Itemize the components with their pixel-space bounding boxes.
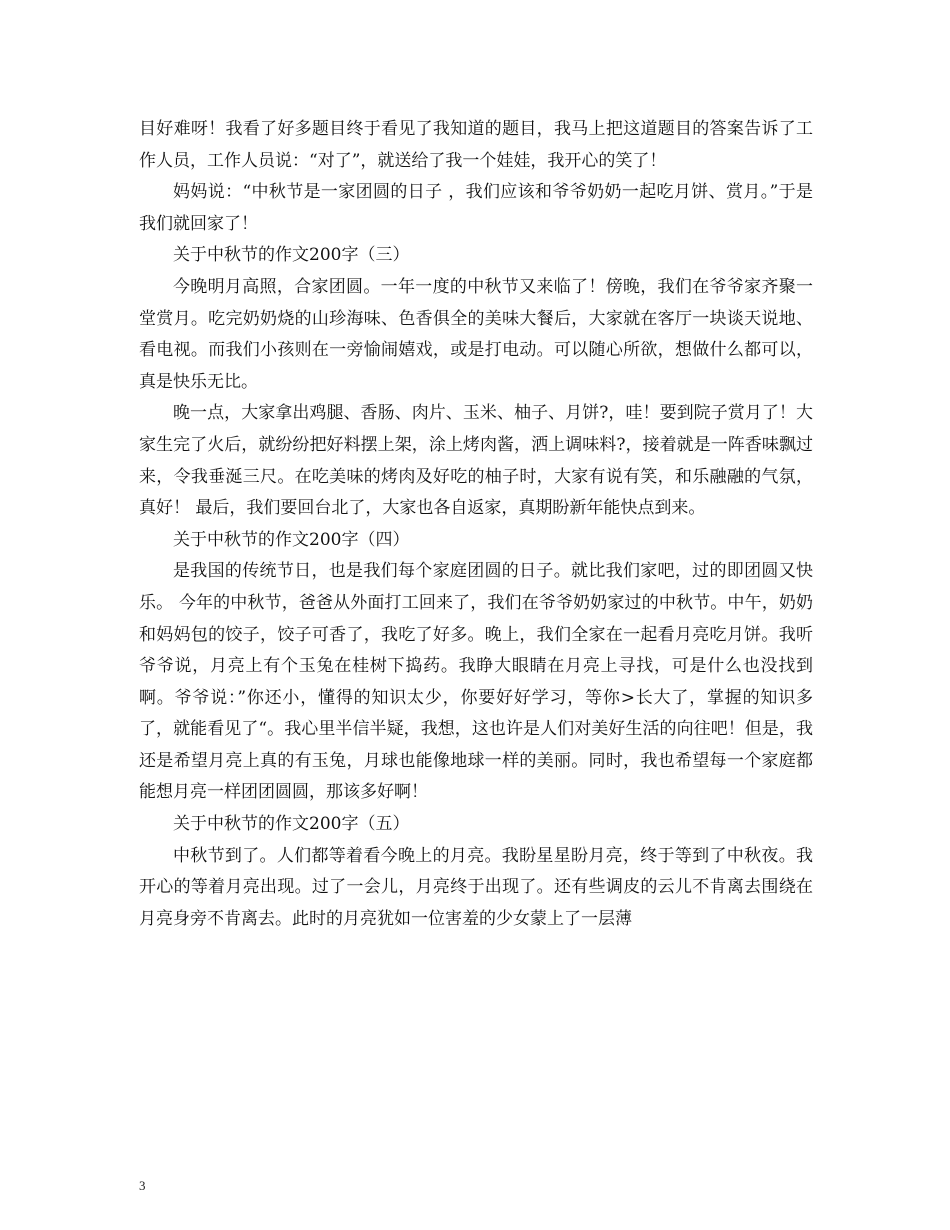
section-heading: 关于中秋节的作文200字（四） bbox=[173, 529, 410, 550]
paragraph: 目好难呀！我看了好多题目终于看见了我知道的题目，我马上把这道题目的答案告诉了工作人员，工作人员说：“对了”，就送给了我一个娃娃，我开心的笑了！ bbox=[139, 119, 813, 171]
paragraph: 是我国的传统节日，也是我们每个家庭团圆的日子。就比我们家吧，过的即团圆又快乐。 今年的中秋节，爸爸从外面打工回来了，我们在爷爷奶奶家过的中秋节。中午，奶奶和妈妈包的饺子，饺子可香了，我吃了好多。晚上，我们全家在一起看月亮吃月饼。我听爷爷说，月亮上有个玉兔在桂树下捣药。我睁大眼睛在月亮上寻找，可是什么也没找到啊。爷爷说：”你还小，懂得的知识太少，你要好好学习，等你>长大了，掌握的知识多了，就能看见了“。我心里半信半疑，我想，这也许是人们对美好生活的向往吧！但是，我还是希望月亮上真的有玉兔，月球也能像地球一样的美丽。同时，我也希望每一个家庭都能想月亮一样团团圆圆，那该多好啊！ bbox=[139, 561, 813, 803]
paragraph: 中秋节到了。人们都等着看今晚上的月亮。我盼星星盼月亮，终于等到了中秋夜。我开心的等着月亮出现。过了一会儿，月亮终于出现了。还有些调皮的云儿不肯离去围绕在月亮身旁不肯离去。此时的月亮犹如一位害羞的少女蒙上了一层薄 bbox=[139, 845, 813, 929]
page-number: 3 bbox=[139, 1178, 146, 1193]
paragraph: 今晚明月高照，合家团圆。一年一度的中秋节又来临了！傍晚，我们在爷爷家齐聚一堂赏月。吃完奶奶烧的山珍海味、色香俱全的美味大餐后，大家就在客厅一块谈天说地、看电视。而我们小孩则在一旁愉闹嬉戏，或是打电动。可以随心所欲，想做什么都可以，真是快乐无比。 bbox=[139, 276, 813, 392]
section-heading: 关于中秋节的作文200字（三） bbox=[173, 245, 410, 266]
paragraph: 晚一点，大家拿出鸡腿、香肠、肉片、玉米、柚子、月饼?，哇！要到院子赏月了！大家生完了火后，就纷纷把好料摆上架，涂上烤肉酱，洒上调味料?，接着就是一阵香味飘过来，令我垂涎三尺。在吃美味的烤肉及好吃的柚子时，大家有说有笑，和乐融融的气氛，真好！ 最后，我们要回台北了，大家也各自返家，真期盼新年能快点到来。 bbox=[139, 403, 813, 519]
section-heading: 关于中秋节的作文200字（五） bbox=[173, 814, 410, 835]
paragraph: 妈妈说：“中秋节是一家团圆的日子 ，我们应该和爷爷奶奶一起吃月饼、赏月。”于是我们就回家了！ bbox=[139, 182, 813, 234]
body-text bbox=[139, 114, 813, 935]
